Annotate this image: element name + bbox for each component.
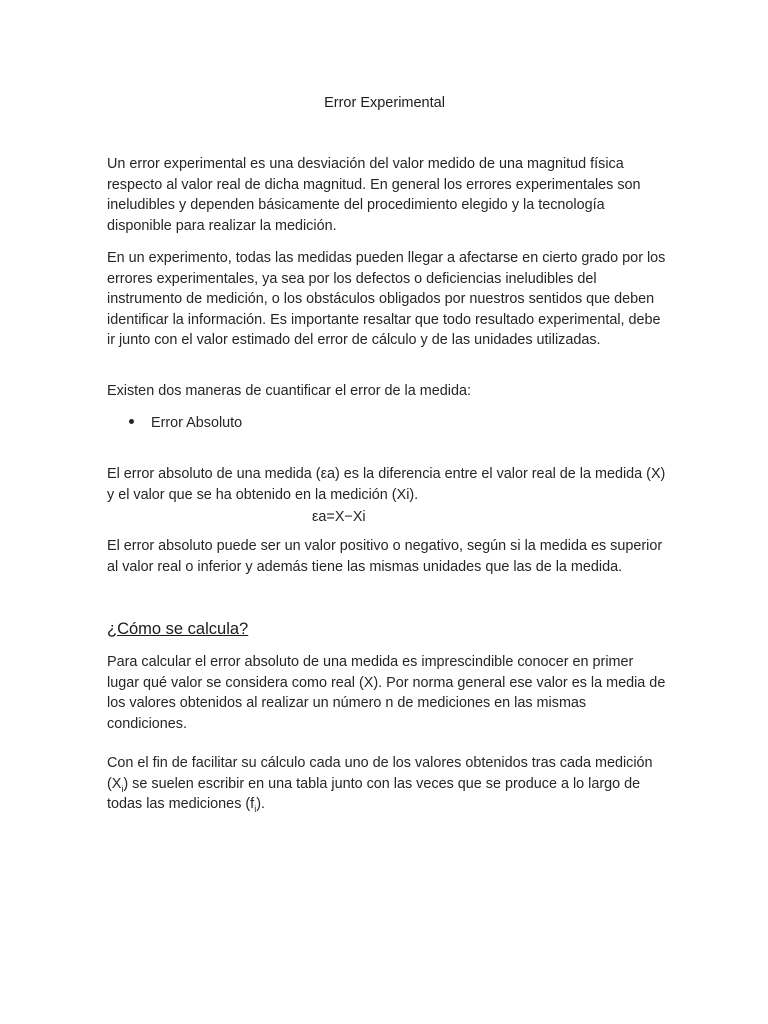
paragraph-table-part-c: ). xyxy=(256,796,265,812)
paragraph-absolute-error-definition: El error absoluto de una medida (εa) es la diferencia entre el valor real de la medida (X) y el valor que se ha obtenido en la medición (Xi). xyxy=(107,466,666,503)
paragraph-definition: Un error experimental es una desviación del valor medido de una magnitud física respecto al valor real de dicha magnitud. En general los errores experimentales son ineludibles y dependen básicamente del procedimiento elegido y la tecnología disponible para realizar la medición. xyxy=(107,156,641,234)
bullet-dot-icon xyxy=(129,419,134,424)
bullet-item-error-absoluto xyxy=(129,413,242,434)
paragraph-absolute-error-sign: El error absoluto puede ser un valor positivo o negativo, según si la medida es superior al valor real o inferior y además tiene las mismas unidades que las de la medida. xyxy=(107,538,663,575)
bullet-label: Error Absoluto xyxy=(151,415,243,431)
paragraph-table xyxy=(107,753,667,815)
formula-absolute-error: εa=X−Xi xyxy=(312,509,366,525)
paragraph-experiment: En un experimento, todas las medidas pueden llegar a afectarse en cierto grado por los errores experimentales, ya sea por los defectos o deficiencias ineludibles del instrumento de medición, o los obstáculos obligados por nuestros sentidos que deben identificar la información. Es importante resaltar que todo resultado experimental, debe ir junto con el valor estimado del error de cálculo y de las unidades utilizadas. xyxy=(107,250,666,348)
section-heading-como-se-calcula: ¿Cómo se calcula? xyxy=(107,620,249,638)
paragraph-table-part-b: ) se suelen escribir en una tabla junto con las veces que se produce a lo largo de todas las mediciones (f xyxy=(107,775,641,812)
paragraph-quantify: Existen dos maneras de cuantificar el error de la medida: xyxy=(107,383,471,399)
subscript-i-2: i xyxy=(254,803,257,814)
subscript-i-1: i xyxy=(121,783,124,794)
document-title: Error Experimental xyxy=(324,95,445,111)
paragraph-table-part-a: Con el fin de facilitar su cálculo cada uno de los valores obtenidos tras cada medición (X xyxy=(107,755,653,792)
paragraph-calculation: Para calcular el error absoluto de una medida es imprescindible conocer en primer lugar qué valor se considera como real (X). Por norma general ese valor es la media de los valores obtenidos al realizar un número n de mediciones en las mismas condiciones. xyxy=(107,654,666,732)
